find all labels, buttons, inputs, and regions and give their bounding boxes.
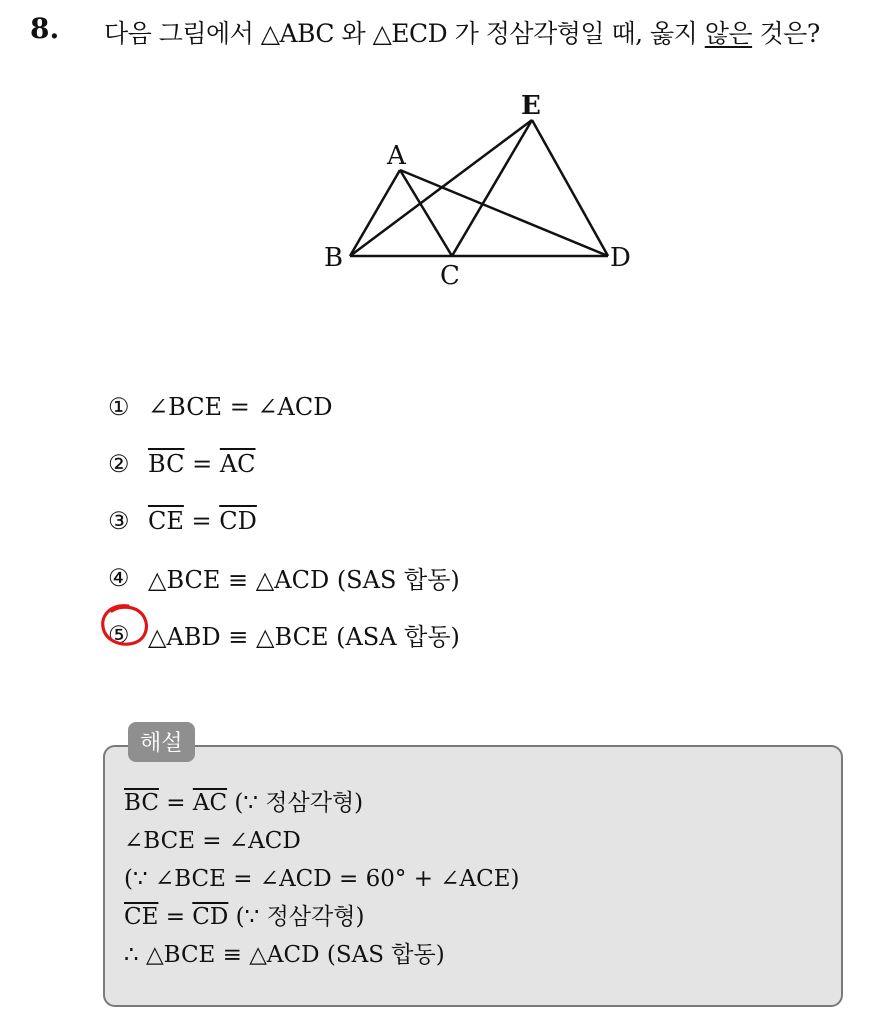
solution-label: 해설 xyxy=(128,722,195,762)
choice-text: △ABD ≡ △BCE (ASA 합동) xyxy=(148,623,460,651)
label-c: C xyxy=(440,261,460,291)
equals-sign: = xyxy=(184,449,220,478)
choice-marker: ① xyxy=(108,392,130,421)
solution-line-5: ∴ △BCE ≡ △ACD (SAS 합동) xyxy=(124,942,445,968)
segment-ce xyxy=(452,120,532,256)
question-text-underlined: 않은 xyxy=(704,19,753,48)
choice-2[interactable] xyxy=(108,435,460,492)
segment-ce-text: $\overline{CE}$ xyxy=(124,904,159,930)
segment-ac-text: $\overline{AC}$ xyxy=(219,449,256,478)
choice-marker: ④ xyxy=(108,563,130,592)
choice-marker: ② xyxy=(108,449,130,478)
segment-bc: $\overline{BC}$ xyxy=(124,790,159,816)
solution-reason: (∵ 정삼각형) xyxy=(227,790,364,816)
solution-line-4 xyxy=(124,898,520,936)
label-d: D xyxy=(610,243,631,273)
choice-text: △BCE ≡ △ACD (SAS 합동) xyxy=(148,566,460,594)
equals-sign: = xyxy=(158,790,193,816)
solution-reason: (∵ 정삼각형) xyxy=(228,904,365,930)
label-b: B xyxy=(324,243,344,273)
segment-ce-text: $\overline{CE}$ xyxy=(148,506,184,535)
segment-ad xyxy=(400,170,608,256)
answer-circle-mark xyxy=(98,600,154,650)
solution-line-2: ∠BCE = ∠ACD xyxy=(124,828,301,854)
segment-ab xyxy=(350,170,400,256)
choice-marker: ③ xyxy=(108,506,130,535)
label-a: A xyxy=(387,141,406,171)
equals-sign: = xyxy=(183,506,220,535)
segment-cd-text: $\overline{CD}$ xyxy=(219,506,257,535)
choice-4[interactable] xyxy=(108,549,460,606)
label-e: E xyxy=(521,91,541,121)
choice-marker: ⑤ xyxy=(108,620,130,649)
choice-1[interactable] xyxy=(108,378,460,435)
question-text-before: 다음 그림에서 △ABC 와 △ECD 가 정삼각형일 때, 옳지 xyxy=(104,19,705,48)
segment-ac-text: $\overline{AC}$ xyxy=(192,790,228,816)
choice-3[interactable] xyxy=(108,492,460,549)
question-text xyxy=(104,14,820,50)
equals-sign: = xyxy=(158,904,193,930)
segment-bc: $\overline{BC}$ xyxy=(148,449,185,478)
question-text-after: 것은? xyxy=(752,19,820,48)
solution-line-1 xyxy=(124,784,520,822)
segment-cd-text: $\overline{CD}$ xyxy=(192,904,229,930)
solution-line-3: (∵ ∠BCE = ∠ACD = 60° + ∠ACE) xyxy=(124,866,520,892)
choice-5[interactable] xyxy=(108,606,460,663)
choice-list xyxy=(108,378,460,663)
question-number: 8. xyxy=(30,12,60,45)
solution-content xyxy=(124,784,520,974)
choice-text: ∠BCE = ∠ACD xyxy=(148,392,333,421)
segment-ed xyxy=(532,120,608,256)
triangle-figure xyxy=(310,86,650,296)
